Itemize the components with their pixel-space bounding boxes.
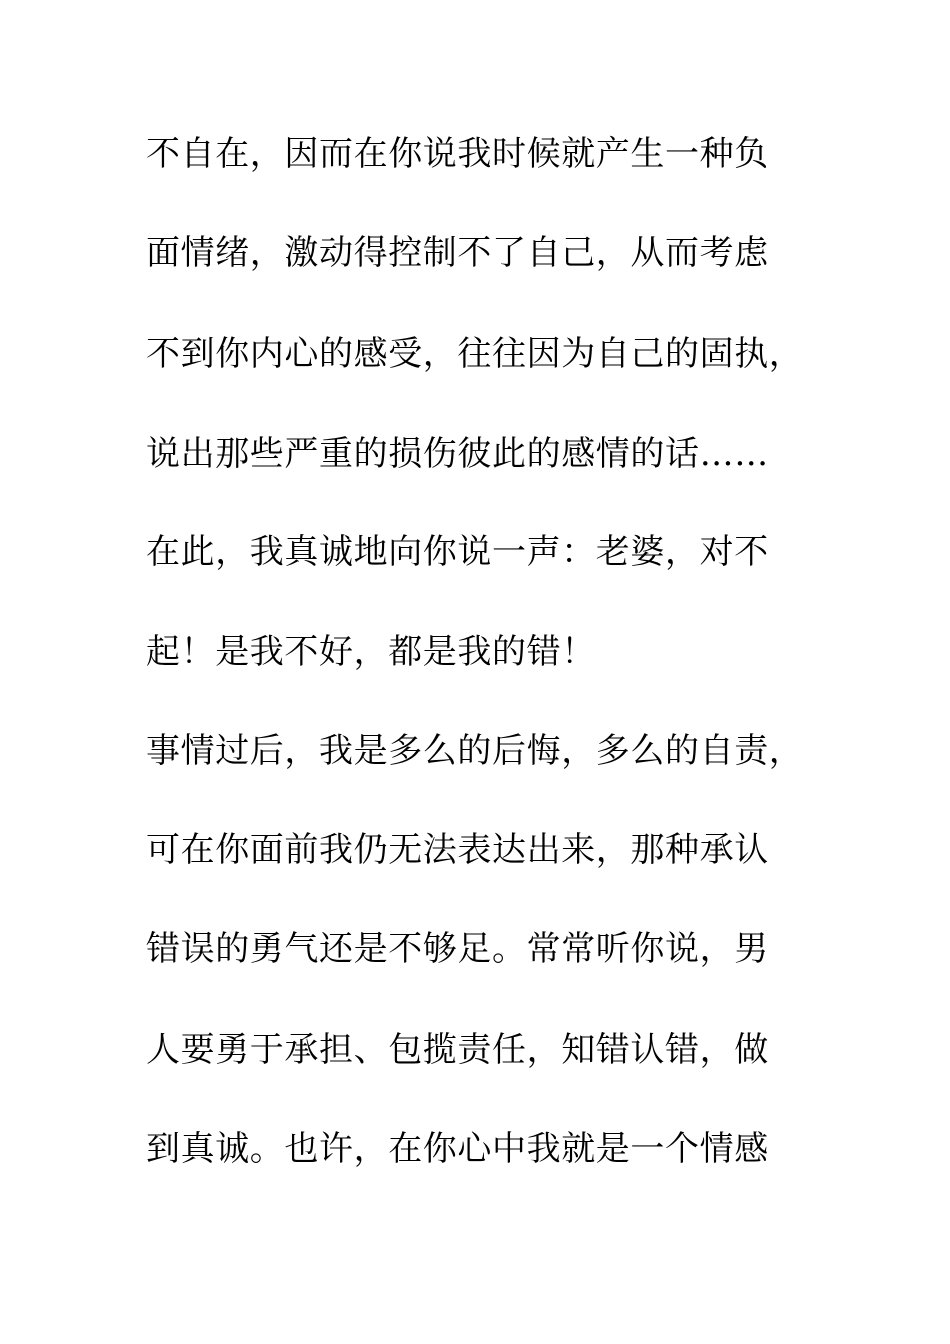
text-line: 事情过后，我是多么的后悔，多么的自责， [146, 731, 804, 771]
text-line: 说出那些严重的损伤彼此的感情的话…… [146, 434, 769, 474]
text-line: 不自在，因而在你说我时候就产生一种负 [146, 134, 769, 174]
text-line: 在此，我真诚地向你说一声：老婆，对不 [146, 532, 769, 572]
text-line: 不到你内心的感受，往往因为自己的固执， [146, 334, 804, 374]
text-line: 起！是我不好，都是我的错！ [146, 632, 596, 672]
text-line: 可在你面前我仍无法表达出来，那种承认 [146, 830, 769, 870]
text-line: 人要勇于承担、包揽责任，知错认错，做 [146, 1030, 769, 1070]
text-line: 面情绪，激动得控制不了自己，从而考虑 [146, 233, 769, 273]
text-line: 错误的勇气还是不够足。常常听你说，男 [146, 929, 769, 969]
text-line: 到真诚。也许，在你心中我就是一个情感 [146, 1129, 769, 1169]
